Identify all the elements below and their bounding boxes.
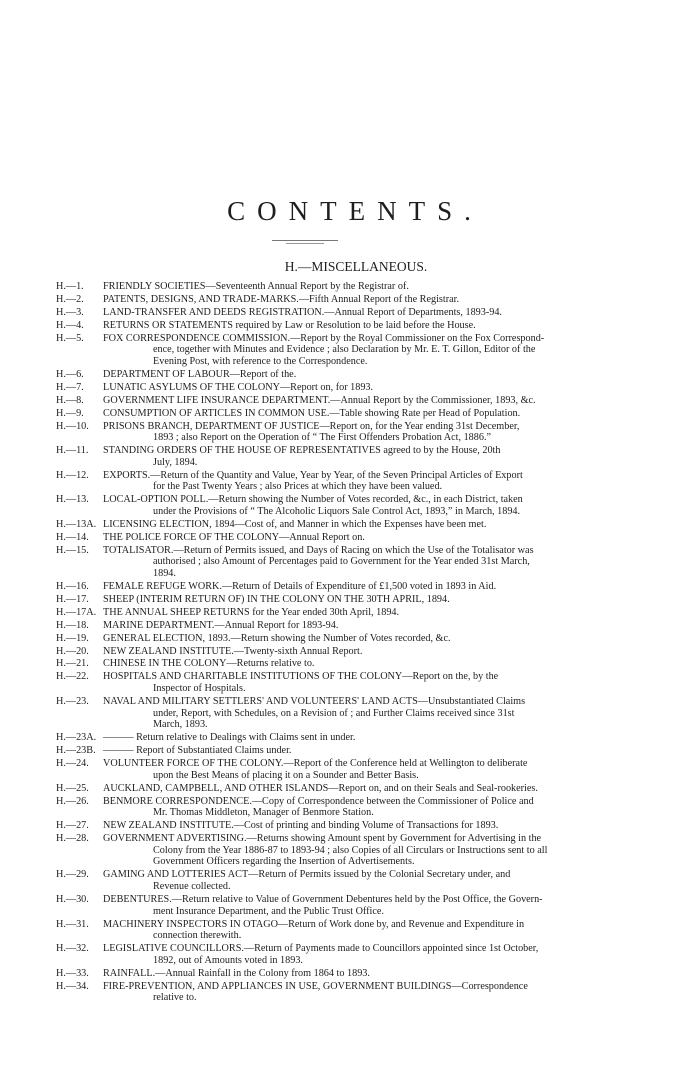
entry-line: ——— Return relative to Dealings with Claims sent in under.	[103, 732, 356, 744]
entry-code: H.—14.	[56, 531, 89, 543]
entry-code: H.—5.	[56, 332, 84, 344]
entry-code: H.—13A.	[56, 518, 97, 530]
entry-description	[103, 320, 603, 332]
entry-description	[103, 581, 603, 593]
entry-description	[103, 369, 603, 381]
entry-continuation-line: ence, together with Minutes and Evidence ; also Declaration by Mr. E. T. Gillon, Editor of the	[153, 344, 536, 356]
entry-description	[103, 594, 603, 606]
entry-description	[103, 671, 603, 694]
title-rule-short	[286, 243, 324, 244]
entry-description	[103, 620, 603, 632]
entry-line: FIRE-PREVENTION, AND APPLIANCES IN USE, GOVERNMENT BUILDINGS—Correspondence	[103, 980, 528, 992]
entry-description	[103, 532, 603, 544]
entry-line: MARINE DEPARTMENT.—Annual Report for 1893-94.	[103, 619, 339, 631]
entry-code: H.—7.	[56, 381, 84, 393]
entry-description	[103, 395, 603, 407]
entry-code: H.—11.	[56, 445, 89, 457]
entry-line: CONSUMPTION OF ARTICLES IN COMMON USE.—Table showing Rate per Head of Population.	[103, 407, 521, 419]
entry-code: H.—29.	[56, 869, 89, 881]
entry-code: H.—15.	[56, 544, 89, 556]
entry-line: PATENTS, DESIGNS, AND TRADE-MARKS.—Fifth Annual Report of the Registrar.	[103, 293, 460, 305]
entry-line: NEW ZEALAND INSTITUTE.—Twenty-sixth Annual Report.	[103, 645, 363, 657]
entry-continuation-line: 1894.	[153, 568, 176, 580]
entry-line: AUCKLAND, CAMPBELL, AND OTHER ISLANDS—Report on, and on their Seals and Seal-rookeries.	[103, 782, 538, 794]
entry-code: H.—25.	[56, 782, 89, 794]
entry-continuation-line: Evening Post, with reference to the Correspondence.	[153, 356, 368, 367]
entry-continuation-line: under the Provisions of “ The Alcoholic Liquors Sale Control Act, 1893,” in March, 1894.	[153, 506, 521, 517]
entry-code: H.—4.	[56, 319, 84, 331]
entry-code: H.—17.	[56, 593, 89, 605]
entry-description	[103, 294, 603, 306]
entry-line: VOLUNTEER FORCE OF THE COLONY.—Report of the Conference held at Wellington to deliberate	[103, 758, 528, 769]
entry-code: H.—30.	[56, 893, 89, 905]
entry-continuation-line: 1893 ; also Report on the Operation of “ The First Offenders Probation Act, 1886.”	[153, 432, 492, 444]
entry-line: THE ANNUAL SHEEP RETURNS for the Year ended 30th April, 1894.	[103, 606, 400, 618]
entry-description	[103, 307, 603, 319]
title-rule	[272, 240, 338, 241]
entry-description	[103, 894, 603, 917]
entry-line: NAVAL AND MILITARY SETTLERS' AND VOLUNTEERS' LAND ACTS—Unsubstantiated Claims	[103, 695, 526, 707]
entry-line: LICENSING ELECTION, 1894—Cost of, and Manner in which the Expenses have been met.	[103, 518, 487, 530]
entry-continuation-line: upon the Best Means of placing it on a Sounder and Better Basis.	[153, 769, 419, 781]
entry-line: LEGISLATIVE COUNCILLORS.—Return of Payments made to Councillors appointed since 1st October,	[103, 943, 539, 955]
entry-code: H.—26.	[56, 795, 89, 807]
entry-line: DEBENTURES.—Return relative to Value of Government Debentures held by the Post Office, the Govern-	[103, 893, 543, 905]
entry-description	[103, 783, 603, 795]
entry-continuation-line: Colony from the Year 1886-87 to 1893-94 ; also Copies of all Circulars or Instructions sent to all	[153, 844, 548, 856]
entry-line: RETURNS OR STATEMENTS required by Law or Resolution to be laid before the House.	[103, 319, 476, 331]
entry-description	[103, 732, 603, 744]
entry-line: GOVERNMENT LIFE INSURANCE DEPARTMENT.—Annual Report by the Commissioner, 1893, &c.	[103, 394, 536, 406]
entry-continuation-line: July, 1894.	[153, 456, 198, 468]
entry-code: H.—18.	[56, 619, 89, 631]
entry-code: H.—9.	[56, 407, 84, 419]
entry-line: NEW ZEALAND INSTITUTE.—Cost of printing and binding Volume of Transactions for 1893.	[103, 820, 499, 832]
entry-line: DEPARTMENT OF LABOUR—Report of the.	[103, 368, 297, 380]
entry-code: H.—22.	[56, 671, 89, 683]
entry-line: LAND-TRANSFER AND DEEDS REGISTRATION.—Annual Report of Departments, 1893-94.	[103, 306, 502, 318]
entry-description	[103, 919, 603, 942]
entry-line: GENERAL ELECTION, 1893.—Return showing the Number of Votes recorded, &c.	[103, 632, 451, 644]
entry-description	[103, 758, 603, 781]
entry-code: H.—2.	[56, 293, 84, 305]
entry-description	[103, 820, 603, 832]
entry-code: H.—6.	[56, 368, 84, 380]
entry-description	[103, 445, 603, 468]
entry-code: H.—28.	[56, 833, 89, 844]
entry-description	[103, 981, 603, 1004]
entry-line: CHINESE IN THE COLONY—Returns relative to.	[103, 658, 315, 670]
entry-line: MACHINERY INSPECTORS IN OTAGO—Return of Work done by, and Revenue and Expenditure in	[103, 918, 525, 930]
entry-line: THE POLICE FORCE OF THE COLONY—Annual Report on.	[103, 531, 365, 543]
entry-line: BENMORE CORRESPONDENCE.—Copy of Correspondence between the Commissioner of Police and	[103, 795, 534, 807]
entry-line: LOCAL-OPTION POLL.—Return showing the Number of Votes recorded, &c., in each District, taken	[103, 494, 523, 506]
section-heading: H.—MISCELLANEOUS.	[284, 259, 428, 274]
entry-code: H.—17A.	[56, 606, 97, 618]
entry-description	[103, 633, 603, 645]
entry-continuation-line: for the Past Twenty Years ; also Prices at which they have been valued.	[153, 481, 443, 493]
entry-description	[103, 545, 603, 580]
entry-description	[103, 494, 603, 517]
entry-continuation-line: authorised ; also Amount of Percentages paid to Government for the Year ended 31st March,	[153, 556, 530, 568]
entry-description	[103, 470, 603, 493]
entry-continuation-line: March, 1893.	[153, 719, 208, 731]
entry-line: FOX CORRESPONDENCE COMMISSION.—Report by the Royal Commissioner on the Fox Correspond-	[103, 332, 545, 344]
entry-code: H.—33.	[56, 967, 89, 979]
entry-description	[103, 281, 603, 293]
entry-code: H.—3.	[56, 306, 84, 318]
entry-line: HOSPITALS AND CHARITABLE INSTITUTIONS OF THE COLONY—Report on the, by the	[103, 671, 499, 683]
entry-code: H.—1.	[56, 281, 84, 292]
entry-description	[103, 607, 603, 619]
entry-line: GAMING AND LOTTERIES ACT—Return of Permits issued by the Colonial Secretary under, and	[103, 869, 511, 881]
entry-continuation-line: Government Officers regarding the Insertion of Advertisements.	[153, 856, 415, 868]
entry-description	[103, 333, 603, 368]
page-title: CONTENTS.	[227, 196, 483, 226]
entry-description	[103, 382, 603, 394]
entry-description	[103, 696, 603, 731]
entry-code: H.—31.	[56, 918, 89, 930]
entry-description	[103, 796, 603, 819]
entry-code: H.—13.	[56, 494, 89, 506]
entry-continuation-line: under, Report, with Schedules, on a Revision of ; and Further Claims received since 31st	[153, 707, 515, 719]
entry-continuation-line: Revenue collected.	[153, 881, 231, 892]
entry-description	[103, 646, 603, 658]
entry-code: H.—24.	[56, 758, 89, 769]
entry-description	[103, 519, 603, 531]
entry-code: H.—21.	[56, 658, 89, 670]
entry-code: H.—32.	[56, 943, 89, 955]
entry-line: EXPORTS.—Return of the Quantity and Value, Year by Year, of the Seven Principal Articles of Export	[103, 469, 523, 481]
entry-code: H.—20.	[56, 645, 89, 657]
entry-code: H.—10.	[56, 420, 89, 432]
entry-line: STANDING ORDERS OF THE HOUSE OF REPRESENTATIVES agreed to by the House, 20th	[103, 445, 501, 457]
entry-line: FEMALE REFUGE WORK.—Return of Details of Expenditure of £1,500 voted in 1893 in Aid.	[103, 581, 497, 592]
entry-code: H.—27.	[56, 820, 89, 832]
entry-description	[103, 968, 603, 980]
entry-code: H.—23.	[56, 695, 89, 707]
entry-line: PRISONS BRANCH, DEPARTMENT OF JUSTICE—Report on, for the Year ending 31st December,	[103, 420, 520, 432]
entry-description	[103, 745, 603, 757]
entry-code: H.—12.	[56, 469, 89, 481]
entry-description	[103, 408, 603, 420]
entry-description	[103, 943, 603, 966]
entry-line: GOVERNMENT ADVERTISING.—Returns showing Amount spent by Government for Advertising in the	[103, 833, 542, 844]
entry-code: H.—23B.	[56, 745, 96, 757]
entry-code: H.—8.	[56, 394, 84, 406]
entry-line: SHEEP (INTERIM RETURN OF) IN THE COLONY ON THE 30TH APRIL, 1894.	[103, 593, 450, 605]
entry-description	[103, 658, 603, 670]
entry-code: H.—19.	[56, 632, 89, 644]
entry-continuation-line: connection therewith.	[153, 930, 242, 942]
entry-description	[103, 421, 603, 444]
entry-continuation-line: ment Insurance Department, and the Public Trust Office.	[153, 905, 384, 917]
entry-line: RAINFALL.—Annual Rainfall in the Colony from 1864 to 1893.	[103, 967, 370, 979]
entry-line: TOTALISATOR.—Return of Permits issued, and Days of Racing on which the Use of the Totalisator was	[103, 544, 534, 556]
entry-continuation-line: relative to.	[153, 992, 197, 1004]
entry-code: H.—16.	[56, 581, 89, 592]
entry-continuation-line: Mr. Thomas Middleton, Manager of Benmore Station.	[153, 807, 374, 819]
entry-code: H.—23A.	[56, 732, 97, 744]
entry-line: ——— Report of Substantiated Claims under.	[103, 745, 292, 757]
entry-continuation-line: Inspector of Hospitals.	[153, 683, 246, 694]
entry-code: H.—34.	[56, 980, 89, 992]
entry-line: LUNATIC ASYLUMS OF THE COLONY—Report on, for 1893.	[103, 381, 374, 393]
entry-description	[103, 833, 603, 868]
entry-continuation-line: 1892, out of Amounts voted in 1893.	[153, 954, 303, 966]
entry-line: FRIENDLY SOCIETIES—Seventeenth Annual Report by the Registrar of.	[103, 281, 409, 292]
entry-description	[103, 869, 603, 892]
